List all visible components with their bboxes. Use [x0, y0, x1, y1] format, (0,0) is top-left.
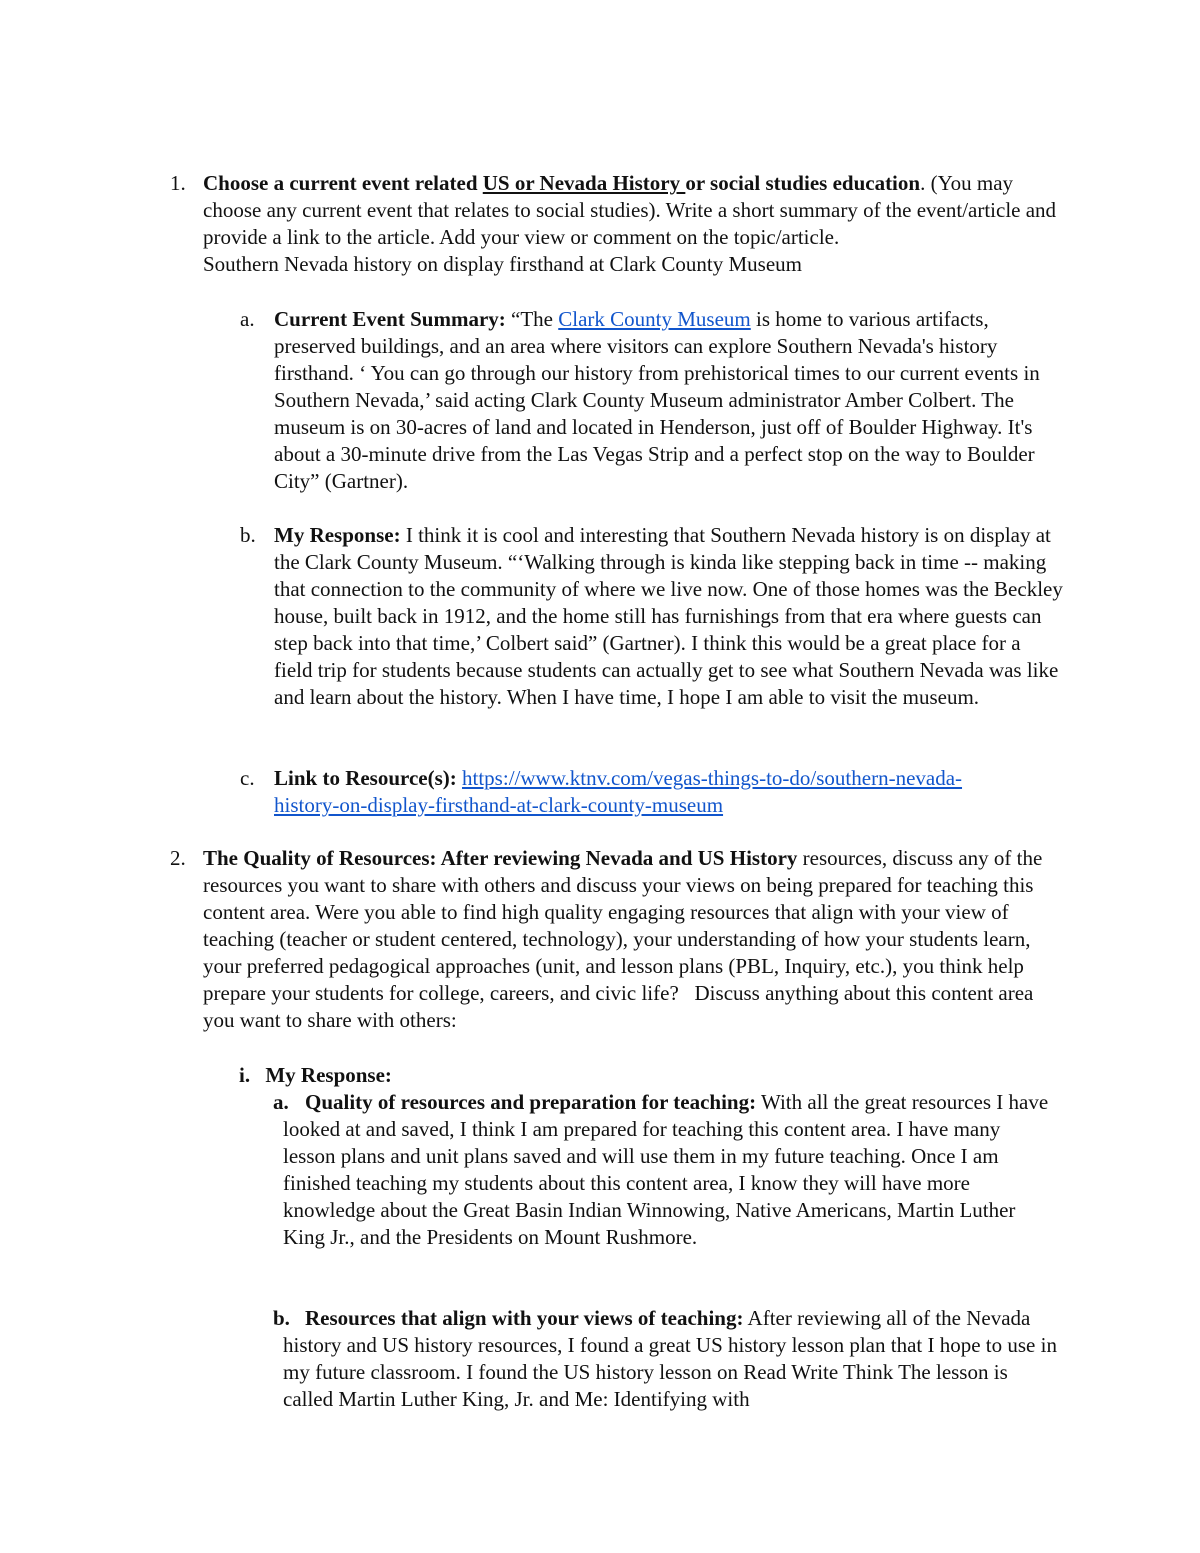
- align-text: After reviewing all of the Nevada history and US history resources, I found a great US history lesson plan that I hope to use in my future classroom. I found the US history lesson on Read Write Think The lesson is called Martin Luther King, Jr. and Me: Identifying with: [283, 1306, 1057, 1411]
- quality-of-resources: [283, 1089, 1053, 1251]
- link-label: Link to Resource(s):: [274, 766, 457, 790]
- my-response-label: My Response:: [265, 1063, 392, 1087]
- summary-text-start: “The: [505, 307, 559, 331]
- ktnv-article-link-line-2[interactable]: history-on-display-firsthand-at-clark-county-museum: [274, 793, 724, 817]
- quality-text: With all the great resources I have looked at and saved, I think I am prepared for teaching this content area. I have many lesson plans and unit plans saved and will use them in my future teaching. Once I am finished teaching my students about this content area, I know they will have more knowledge about the Great Basin Indian Winnowing, Native Americans, Martin Luther King Jr., and the Presidents on Mount Rushmore.: [283, 1090, 1049, 1249]
- my-response-heading: [239, 1062, 392, 1089]
- current-event-summary: [274, 306, 1064, 495]
- link-to-resources: [274, 765, 1074, 819]
- my-response-1: [274, 522, 1064, 711]
- question-1-number: 1.: [170, 171, 186, 195]
- question-1-prompt-instructions: (You may choose any current event that relates to social studies). Write a short summary of the event/article and provide a link to the article. Add your view or comment on the topic/article.: [203, 171, 1057, 249]
- question-1-prompt: [203, 170, 1058, 278]
- align-marker: b.: [273, 1306, 290, 1330]
- response-label: My Response:: [274, 523, 401, 547]
- question-1-prompt-bold-end: or social studies education: [685, 171, 921, 195]
- summary-label: Current Event Summary:: [274, 307, 506, 331]
- question-1-prompt-underlined: US or Nevada History: [482, 171, 686, 195]
- resources-align-views: [283, 1305, 1058, 1413]
- quality-label: Quality of resources and preparation for teaching:: [305, 1090, 757, 1114]
- clark-county-museum-link[interactable]: Clark County Museum: [558, 307, 751, 331]
- article-title: Southern Nevada history on display firsthand at Clark County Museum: [203, 252, 803, 276]
- summary-text: is home to various artifacts, preserved buildings, and an area where visitors can explore Southern Nevada's history firsthand. ‘ You can go through our history from prehistorical times to our current events in Southern Nevada,’ said acting Clark County Museum administrator Amber Colbert. The museum is on 30-acres of land and located in Henderson, just off of Boulder Highway. It's about a 30-minute drive from the Las Vegas Strip and a perfect stop on the way to Boulder City” (Gartner).: [274, 307, 1040, 493]
- align-label: Resources that align with your views of teaching:: [305, 1306, 744, 1330]
- question-2-number: 2.: [170, 846, 186, 870]
- question-2-prompt-bold: The Quality of Resources: After reviewing Nevada and US History: [203, 846, 798, 870]
- response-marker: b.: [240, 523, 256, 547]
- question-2-prompt: [203, 845, 1058, 1034]
- question-1-prompt-bold: Choose a current event related: [203, 171, 483, 195]
- question-1-prompt-period: .: [920, 171, 926, 195]
- ktnv-article-link-line-1[interactable]: https://www.ktnv.com/vegas-things-to-do/southern-nevada-: [462, 766, 963, 790]
- question-2-prompt-text: resources, discuss any of the resources you want to share with others and discuss your views on being prepared for teaching this content area. Were you able to find high quality engaging resources that align with your view of teaching (teacher or student centered, technology), your understanding of how your students learn, your preferred pedagogical approaches (unit, and lesson plans (PBL, Inquiry, etc.), you think help prepare your students for college, careers, and civic life? Discuss anything about this content area you want to share with others:: [203, 846, 1043, 1032]
- my-response-marker: i.: [239, 1063, 251, 1087]
- link-marker: c.: [240, 766, 255, 790]
- summary-marker: a.: [240, 307, 255, 331]
- response-text: I think it is cool and interesting that Southern Nevada history is on display at the Clark County Museum. “‘Walking through is kinda like stepping back in time -- making that connection to the community of where we live now. One of those homes was the Beckley house, built back in 1912, and the home still has furnishings from that era where guests can step back into that time,’ Colbert said” (Gartner). I think this would be a great place for a field trip for students because students can actually get to see what Southern Nevada was like and learn about the history. When I have time, I hope I am able to visit the museum.: [274, 523, 1063, 709]
- quality-marker: a.: [273, 1090, 289, 1114]
